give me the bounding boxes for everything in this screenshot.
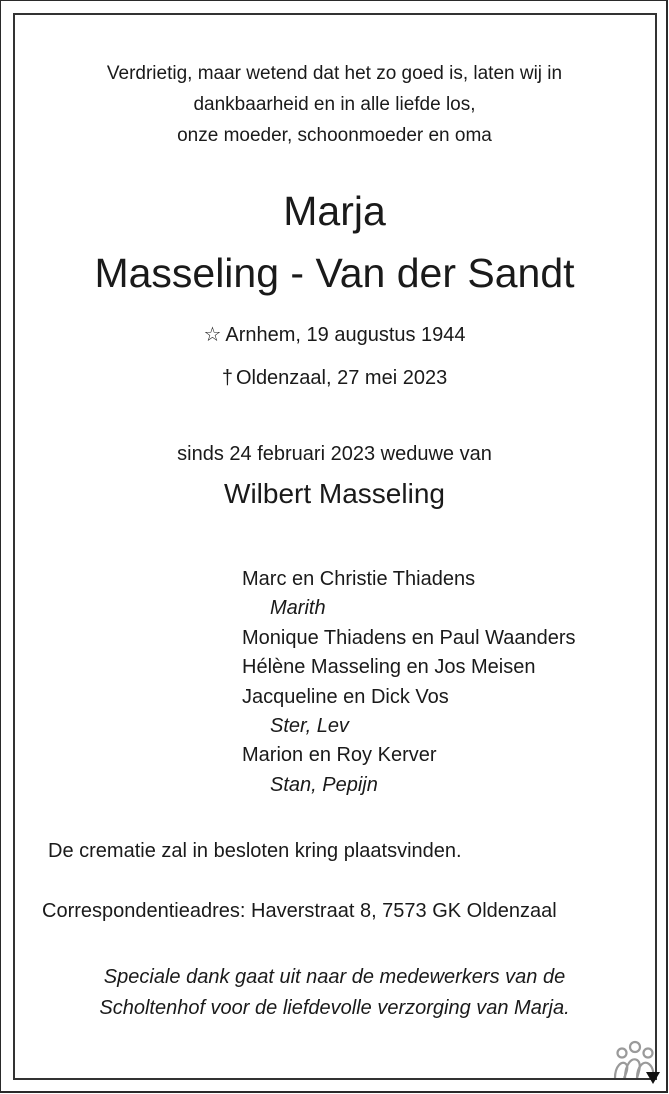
birth-text: Arnhem, 19 augustus 1944: [225, 324, 466, 346]
family-member: Monique Thiadens en Paul Waanders: [242, 626, 576, 649]
birth-line: [0, 322, 669, 347]
cremation-notice: De crematie zal in besloten kring plaatsvinden.: [48, 840, 462, 862]
thanks-message: [0, 962, 669, 1024]
intro-line-2: dankbaarheid en in alle liefde los,: [193, 94, 476, 115]
deceased-first-name: Marja: [283, 188, 386, 234]
widow-text: sinds 24 februari 2023 weduwe van: [177, 443, 492, 465]
family-member: Marion en Roy Kerver: [242, 744, 437, 767]
spouse-name: Wilbert Masseling: [224, 478, 445, 509]
family-member: Hélène Masseling en Jos Meisen: [242, 656, 536, 679]
family-member: Marc en Christie Thiadens: [242, 568, 476, 590]
thanks-line-1: Speciale dank gaat uit naar de medewerkers van de: [103, 966, 566, 988]
death-text: Oldenzaal, 27 mei 2023: [235, 367, 448, 389]
intro-line-1: Verdrietig, maar wetend dat het zo goed is, laten wij in: [106, 63, 563, 84]
grandchildren: Ster, Lev: [270, 715, 349, 738]
grandchildren: Marith: [270, 597, 326, 620]
triangle-down-icon[interactable]: [646, 1072, 660, 1084]
deceased-full-name: Masseling - Van der Sandt: [94, 250, 575, 296]
family-member: Jacqueline en Dick Vos: [242, 685, 449, 708]
cross-icon: †: [221, 367, 233, 389]
death-line: [0, 367, 669, 390]
correspondence-address: Correspondentieadres: Haverstraat 8, 7573 GK Oldenzaal: [42, 900, 557, 922]
grandchildren: Stan, Pepijn: [270, 773, 378, 796]
star-icon: ☆: [203, 324, 222, 346]
intro-line-3: onze moeder, schoonmoeder en oma: [177, 125, 492, 146]
family-list: [242, 565, 576, 800]
thanks-line-2: Scholtenhof voor de liefdevolle verzorging van Marja.: [99, 997, 570, 1019]
